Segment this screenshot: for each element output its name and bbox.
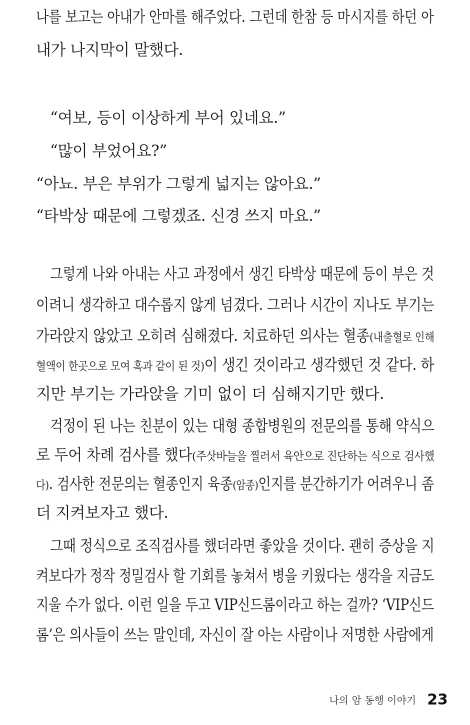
text-run: 로 두어 차례 검사를 했다: [36, 446, 193, 464]
text-line: [36, 566, 434, 586]
text-run: 나를 보고는 아내가 안마를 해주었다. 그런데 한참 등 마시지를 하던 아: [36, 8, 434, 26]
text-run: “많이 부었어요?”: [50, 142, 167, 160]
text-run: 인지를 분간하기가 어려우니 좀: [258, 475, 434, 493]
text-run: 이려니 생각하고 대수롭지 않게 넘겼다. 그러나 시간이 지나도 부기는: [36, 296, 435, 314]
text-run: 지울 수가 없다. 이런 일을 두고 VIP신드롬이라고 하는 걸까? ‘VIP신드: [36, 596, 434, 614]
text-line: [36, 7, 434, 27]
inline-note: 혈액이 한곳으로 모여 혹과 같이 된 것): [36, 359, 205, 373]
text-line: [36, 625, 434, 645]
inline-note: 다): [36, 478, 49, 492]
text-line: [36, 445, 434, 466]
running-title: 나의 암 동행 이야기: [329, 696, 417, 707]
text-run: 내가 나지막이 말했다.: [36, 41, 184, 59]
text-run: 더 지켜보자고 했다.: [36, 504, 169, 522]
text-run: “타박상 때문에 그렇겠죠. 신경 쓰지 마요.”: [36, 207, 321, 225]
text-line: [36, 174, 321, 194]
text-run: “여보, 등이 이상하게 부어 있네요.”: [50, 109, 286, 127]
text-run: . 검사한 전문의는 혈종인지 육종: [48, 475, 233, 493]
page-footer: [329, 689, 448, 709]
text-run: 이 생긴 것이라고 생각했던 것 같다. 하: [204, 356, 435, 374]
text-line: [50, 264, 434, 284]
page-number: 23: [427, 690, 448, 709]
text-line: [36, 355, 434, 376]
text-run: “아뇨. 부은 부위가 그렇게 넓지는 않아요.”: [36, 175, 321, 193]
text-run: 그렇게 나와 아내는 사고 과정에서 생긴 타박상 때문에 등이 부은 것: [50, 265, 435, 283]
inline-note: (내출혈로 인해: [369, 330, 435, 344]
text-line: [36, 384, 384, 404]
text-line: [36, 595, 434, 615]
text-line: [50, 141, 167, 161]
text-line: [36, 295, 434, 315]
inline-note: (암종): [232, 478, 259, 492]
text-run: 켜보다가 정작 정밀검사 할 기회를 놓쳐서 병을 키웠다는 생각을 지금도: [36, 567, 434, 585]
text-line: [36, 474, 434, 495]
text-line: [36, 503, 168, 523]
text-line: [50, 536, 434, 556]
text-line: [36, 326, 434, 347]
text-line: [50, 416, 434, 436]
text-run: 그때 정식으로 조직검사를 했더라면 좋았을 것이다. 괜히 증상을 지: [50, 537, 435, 555]
text-run: 롬’은 의사들이 쓰는 말인데, 자신이 잘 아는 사람이나 저명한 사람에게: [36, 626, 434, 644]
text-line: [36, 40, 183, 60]
text-run: 걱정이 된 나는 친분이 있는 대형 종합병원의 전문의를 통해 약식으: [50, 417, 435, 435]
inline-note: (주삿바늘을 찔러서 육안으로 진단하는 식으로 검사했: [192, 449, 435, 463]
text-run: 지만 부기는 가라앉을 기미 없이 더 심해지기만 했다.: [36, 385, 385, 403]
text-line: [36, 206, 321, 226]
text-line: [50, 108, 286, 128]
text-run: 가라앉지 않았고 오히려 심해졌다. 치료하던 의사는 혈종: [36, 327, 370, 345]
